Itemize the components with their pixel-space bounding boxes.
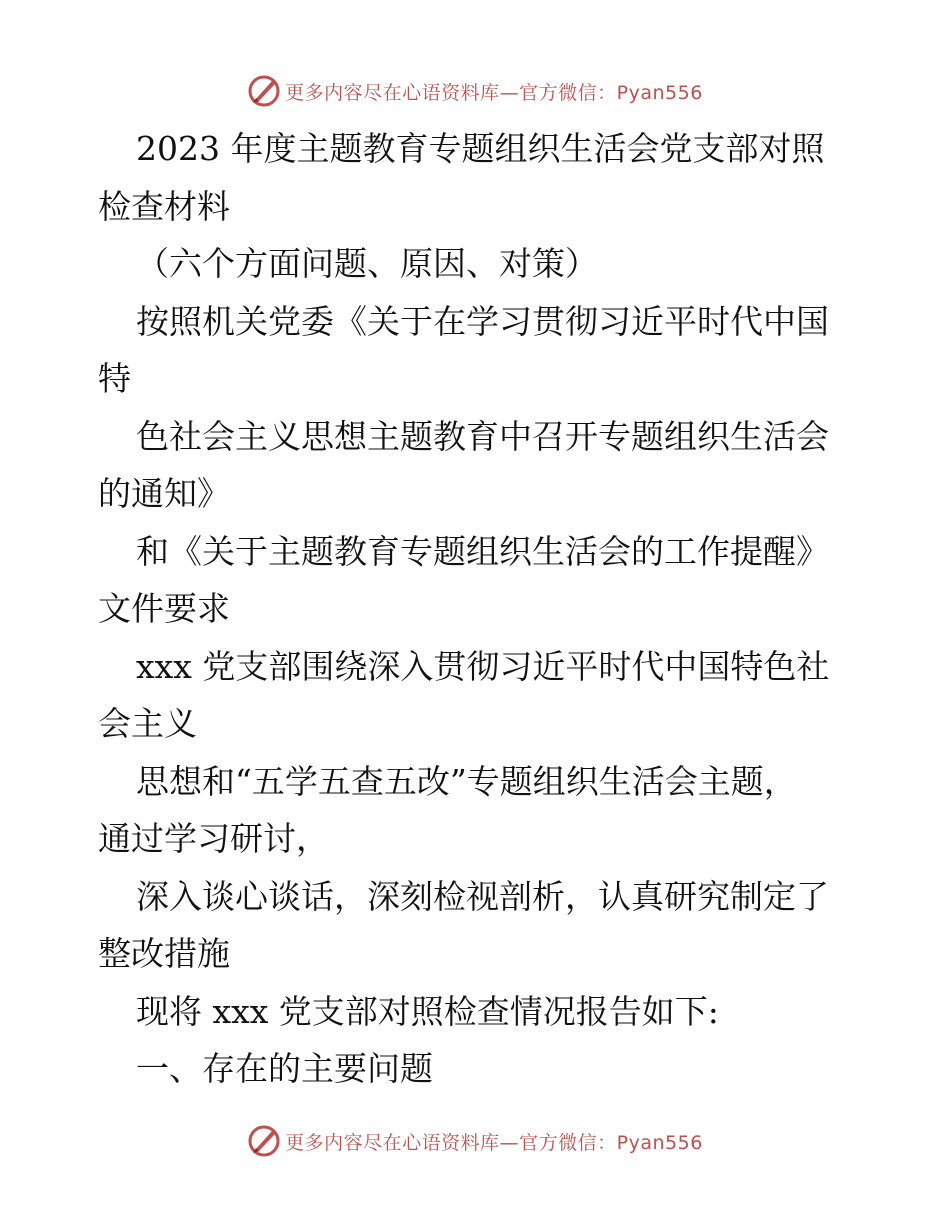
paragraph-title	[98, 120, 858, 235]
watermark-text: 更多内容尽在心语资料库—官方微信：Pyan556	[285, 81, 703, 104]
paragraph	[98, 638, 858, 753]
paragraph-line: 深入谈心谈话，深刻检视剖析，认真研究制定了	[136, 876, 829, 916]
paragraph-line: 检查材料	[98, 186, 230, 226]
paragraph	[98, 293, 858, 408]
paragraph-line: 会主义	[98, 704, 197, 743]
paragraph-line: （六个方面问题、原因、对策）	[136, 244, 598, 283]
document-body	[98, 120, 858, 1098]
paragraph-line: 一、存在的主要问题	[136, 1049, 433, 1088]
logo-icon	[247, 74, 281, 108]
paragraph-line: 特	[98, 359, 131, 398]
paragraph	[98, 868, 858, 983]
paragraph	[98, 983, 858, 1041]
paragraph-line: 思想和“五学五查五改”专题组织生活会主题，	[136, 761, 797, 801]
paragraph-line: 色社会主义思想主题教育中召开专题组织生活会	[136, 416, 829, 456]
paragraph-line: xxx 党支部围绕深入贯彻习近平时代中国特色社	[136, 646, 830, 686]
paragraph-subtitle	[98, 235, 858, 293]
watermark-text: 更多内容尽在心语资料库—官方微信：Pyan556	[285, 1131, 703, 1154]
paragraph-line: 通过学习研讨，	[98, 819, 329, 858]
paragraph	[98, 523, 858, 638]
paragraph-line: 现将 xxx 党支部对照检查情况报告如下:	[136, 991, 719, 1031]
paragraph	[98, 753, 858, 868]
paragraph-line: 整改措施	[98, 934, 230, 973]
logo-icon	[247, 1124, 281, 1158]
paragraph-line: 文件要求	[98, 589, 230, 628]
paragraph-line: 按照机关党委《关于在学习贯彻习近平时代中国	[136, 301, 829, 341]
paragraph-line: 2023 年度主题教育专题组织生活会党支部对照	[136, 129, 825, 168]
paragraph-line: 和《关于主题教育专题组织生活会的工作提醒》	[136, 531, 829, 571]
footer-watermark	[0, 1124, 950, 1158]
section-heading	[98, 1040, 858, 1098]
paragraph-line: 的通知》	[98, 474, 230, 513]
paragraph	[98, 408, 858, 523]
header-watermark	[0, 74, 950, 108]
